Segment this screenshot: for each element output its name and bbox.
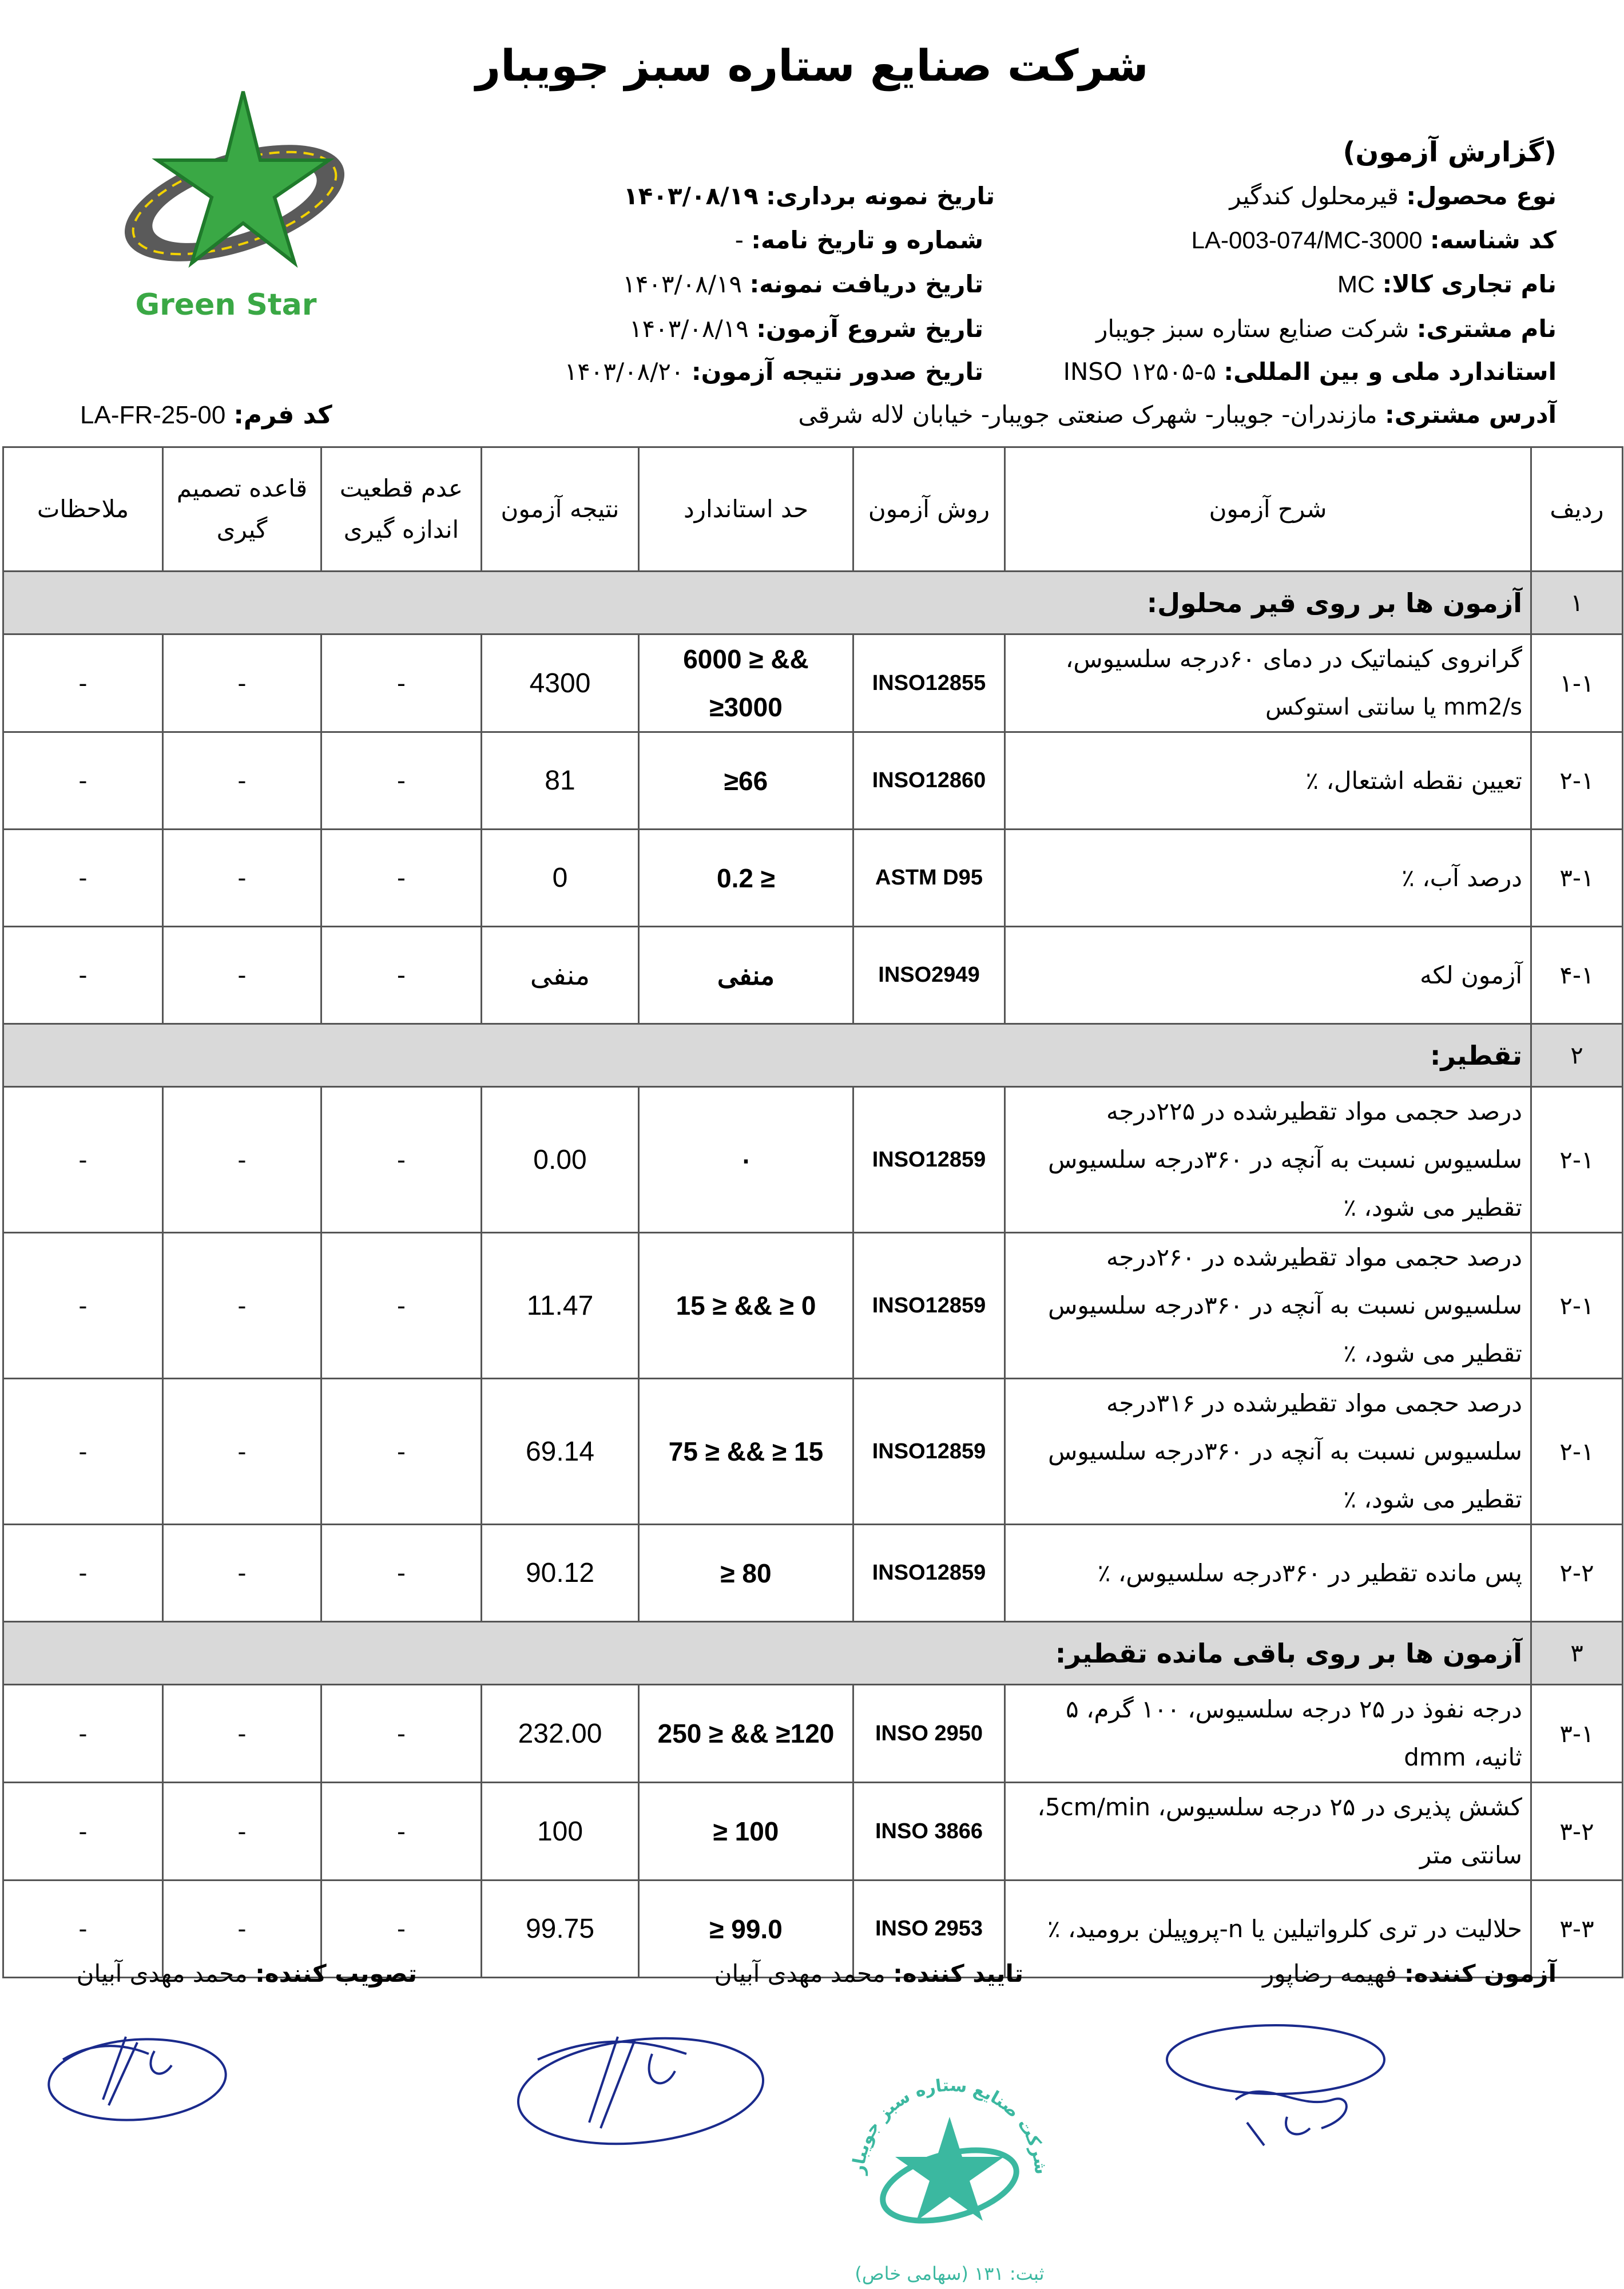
- row-number: ۳-۲: [1531, 1783, 1623, 1881]
- notes: -: [3, 1525, 163, 1622]
- header-result: نتیجه آزمون: [482, 447, 639, 572]
- row-number: ۳-۱: [1531, 1685, 1623, 1783]
- report-title: (گزارش آزمون): [1343, 136, 1557, 168]
- test-description-text: درصد حجمی مواد تقطیرشده در ۲۲۵درجه سلسیوس نسبت به آنچه در ۳۶۰درجه سلسیوس تقطیر می شود، ٪: [1048, 1097, 1522, 1221]
- test-method: INSO12859: [853, 1379, 1005, 1525]
- test-method: ASTM D95: [853, 830, 1005, 927]
- header-uncertainty: عدم قطعیت اندازه گیری: [321, 447, 482, 572]
- decision-rule: -: [163, 1685, 321, 1783]
- table-row: [3, 1525, 1623, 1622]
- test-description: [1005, 634, 1531, 732]
- decision-rule: -: [163, 1525, 321, 1622]
- header-standard-limit: حد استاندارد: [639, 447, 853, 572]
- decision-rule: -: [163, 927, 321, 1024]
- standard-limit: منفی: [639, 927, 853, 1024]
- table-row: [3, 1379, 1623, 1525]
- test-description: [1005, 1525, 1531, 1622]
- test-description: [1005, 1233, 1531, 1379]
- standard-limit: ≥ 100: [639, 1783, 853, 1881]
- row-number: ۲-۱: [1531, 1233, 1623, 1379]
- row-number: ۱-۱: [1531, 634, 1623, 732]
- form-code: کد فرم: LA-FR-25-00: [80, 400, 332, 430]
- section-row: [3, 572, 1623, 634]
- test-description-text: پس مانده تقطیر در ۳۶۰درجه سلسیوس، ٪: [1097, 1558, 1522, 1587]
- test-method: INSO 2953: [853, 1881, 1005, 1978]
- table-row: [3, 634, 1623, 732]
- standard-limit: ≥ 80: [639, 1525, 853, 1622]
- section-number: ۱: [1531, 572, 1623, 634]
- row-number: ۳-۳: [1531, 1881, 1623, 1978]
- test-description: [1005, 927, 1531, 1024]
- tester-signature-label: آزمون کننده: فهیمه رضاپور: [1262, 1959, 1557, 1987]
- svg-text:(سهامی خاص) ثبت: ۱۳۱: (سهامی خاص) ثبت: ۱۳۱: [855, 2263, 1045, 2284]
- uncertainty: -: [321, 1233, 482, 1379]
- notes: -: [3, 830, 163, 927]
- row-number: ۲-۱: [1531, 1087, 1623, 1233]
- decision-rule: -: [163, 1783, 321, 1881]
- field-letter-no: شماره و تاریخ نامه: -: [734, 226, 983, 254]
- notes: -: [3, 732, 163, 830]
- header-decision-rule: قاعده تصمیم گیری: [163, 447, 321, 572]
- notes: -: [3, 1379, 163, 1525]
- uncertainty: -: [321, 1783, 482, 1881]
- decision-rule: -: [163, 634, 321, 732]
- field-customer-name: نام مشتری: شرکت صنایع ستاره سبز جویبار: [1096, 315, 1557, 343]
- decision-rule: -: [163, 1087, 321, 1233]
- test-method: INSO12855: [853, 634, 1005, 732]
- table-row: [3, 1087, 1623, 1233]
- table-row: [3, 1233, 1623, 1379]
- test-method: INSO2949: [853, 927, 1005, 1024]
- field-brand-name: نام تجاری کالا: MC: [1337, 270, 1557, 298]
- standard-limit: 250 ≥ && ≥120: [639, 1685, 853, 1783]
- test-description-text: درصد حجمی مواد تقطیرشده در ۳۱۶درجه سلسیوس نسبت به آنچه در ۳۶۰درجه سلسیوس تقطیر می شود، ٪: [1048, 1389, 1522, 1513]
- test-result: 90.12: [482, 1525, 639, 1622]
- verifier-signature: [503, 2014, 778, 2157]
- logo-text: Green Star: [135, 288, 317, 320]
- test-description-text: تعیین نقطه اشتعال، ٪: [1305, 766, 1522, 795]
- section-number: ۲: [1531, 1024, 1623, 1087]
- test-description-unit: mm2/s یا سانتی استوکس: [1265, 694, 1522, 720]
- test-description-text: گرانروی کینماتیک در دمای ۶۰درجه سلسیوس،: [1065, 645, 1522, 673]
- uncertainty: -: [321, 1087, 482, 1233]
- approver-signature: [40, 2020, 246, 2134]
- uncertainty: -: [321, 1525, 482, 1622]
- test-method: INSO12859: [853, 1233, 1005, 1379]
- field-product-type: نوع محصول: قیرمحلول کندگیر: [1229, 182, 1557, 210]
- svg-text:شرکت صنایع ستاره سبز جویبار: شرکت صنایع ستاره سبز جویبار: [848, 2075, 1051, 2176]
- results-table: [2, 446, 1623, 1978]
- row-number: ۲-۱: [1531, 732, 1623, 830]
- field-customer-address: آدرس مشتری: مازندران- جویبار- شهرک صنعتی جویبار- خیابان لاله شرقی: [798, 400, 1557, 429]
- header-method: روش آزمون: [853, 447, 1005, 572]
- decision-rule: -: [163, 1233, 321, 1379]
- section-row: [3, 1622, 1623, 1685]
- uncertainty: -: [321, 634, 482, 732]
- standard-limit: ۰: [639, 1087, 853, 1233]
- test-description-text: درصد آب، ٪: [1401, 863, 1522, 892]
- standard-limit: 15 ≥ && ≥ 0: [639, 1233, 853, 1379]
- test-result: 100: [482, 1783, 639, 1881]
- uncertainty: -: [321, 732, 482, 830]
- row-number: ۲-۲: [1531, 1525, 1623, 1622]
- test-method: INSO 3866: [853, 1783, 1005, 1881]
- uncertainty: -: [321, 830, 482, 927]
- decision-rule: -: [163, 830, 321, 927]
- green-star-logo: [106, 80, 380, 320]
- test-result: 11.47: [482, 1233, 639, 1379]
- notes: -: [3, 1087, 163, 1233]
- standard-limit: 75 ≥ && ≥ 15: [639, 1379, 853, 1525]
- standard-limit: 6000 ≥ && ≥3000: [639, 634, 853, 732]
- test-result: 0: [482, 830, 639, 927]
- test-description: [1005, 1685, 1531, 1783]
- test-description-text: درجه نفوذ در ۲۵ درجه سلسیوس، ۱۰۰ گرم، ۵ ثانیه، dmm: [1066, 1695, 1522, 1771]
- field-result-issue-date: تاریخ صدور نتیجه آزمون: ۱۴۰۳/۰۸/۲۰: [564, 358, 983, 386]
- test-description-text: حلالیت در تری کلرواتیلین یا n-پروپیلن بروميد، ٪: [1047, 1914, 1522, 1943]
- table-header-row: [3, 447, 1623, 572]
- test-description-text: درصد حجمی مواد تقطیرشده در ۲۶۰درجه سلسیوس نسبت به آنچه در ۳۶۰درجه سلسیوس تقطیر می شود، ٪: [1048, 1243, 1522, 1367]
- decision-rule: -: [163, 732, 321, 830]
- uncertainty: -: [321, 927, 482, 1024]
- row-number: ۳-۱: [1531, 830, 1623, 927]
- test-description: [1005, 1087, 1531, 1233]
- notes: -: [3, 1233, 163, 1379]
- test-description: [1005, 1783, 1531, 1881]
- test-method: INSO 2950: [853, 1685, 1005, 1783]
- test-result: 99.75: [482, 1881, 639, 1978]
- test-result: 69.14: [482, 1379, 639, 1525]
- tester-signature: [1150, 2014, 1390, 2157]
- test-method: INSO12860: [853, 732, 1005, 830]
- test-result: منفی: [482, 927, 639, 1024]
- test-result: 0.00: [482, 1087, 639, 1233]
- field-standard: استاندارد ملی و بین المللی: INSO ۱۲۵۰۵-۵: [1063, 358, 1557, 386]
- field-id-code: کد شناسه: LA-003-074/MC-3000: [1191, 226, 1557, 254]
- uncertainty: -: [321, 1379, 482, 1525]
- test-description-text: کشش پذیری در ۲۵ درجه سلسیوس، 5cm/min، سانتی متر: [1037, 1793, 1522, 1869]
- field-sampling-date: تاریخ نمونه برداری: ۱۴۰۳/۰۸/۱۹: [624, 182, 995, 210]
- test-description-text: آزمون لکه: [1420, 961, 1522, 989]
- notes: -: [3, 1685, 163, 1783]
- table-row: [3, 1783, 1623, 1881]
- notes: -: [3, 1783, 163, 1881]
- field-test-start-date: تاریخ شروع آزمون: ۱۴۰۳/۰۸/۱۹: [629, 315, 983, 343]
- section-number: ۳: [1531, 1622, 1623, 1685]
- section-title: آزمون ها بر روی باقی مانده تقطیر:: [3, 1622, 1531, 1685]
- standard-limit: ≥66: [639, 732, 853, 830]
- row-number: ۲-۱: [1531, 1379, 1623, 1525]
- notes: -: [3, 927, 163, 1024]
- test-description: [1005, 1379, 1531, 1525]
- standard-limit: ≥ 99.0: [639, 1881, 853, 1978]
- decision-rule: -: [163, 1881, 321, 1978]
- uncertainty: -: [321, 1881, 482, 1978]
- section-title: تقطیر:: [3, 1024, 1531, 1087]
- header-rowno: ردیف: [1531, 447, 1623, 572]
- decision-rule: -: [163, 1379, 321, 1525]
- uncertainty: -: [321, 1685, 482, 1783]
- test-method: INSO12859: [853, 1525, 1005, 1622]
- header-description: شرح آزمون: [1005, 447, 1531, 572]
- standard-limit: 0.2 ≥: [639, 830, 853, 927]
- test-result: 232.00: [482, 1685, 639, 1783]
- test-description: [1005, 732, 1531, 830]
- table-row: [3, 927, 1623, 1024]
- section-row: [3, 1024, 1623, 1087]
- company-stamp: [824, 2054, 1075, 2288]
- table-row: [3, 732, 1623, 830]
- table-row: [3, 1685, 1623, 1783]
- test-method: INSO12859: [853, 1087, 1005, 1233]
- section-title: آزمون ها بر روی قیر محلول:: [3, 572, 1531, 634]
- test-result: 4300: [482, 634, 639, 732]
- company-title: شرکت صنایع ستاره سبز جویبار: [475, 40, 1149, 91]
- notes: -: [3, 634, 163, 732]
- row-number: ۴-۱: [1531, 927, 1623, 1024]
- header-notes: ملاحظات: [3, 447, 163, 572]
- table-row: [3, 830, 1623, 927]
- field-receive-date: تاریخ دریافت نمونه: ۱۴۰۳/۰۸/۱۹: [622, 270, 983, 298]
- test-result: 81: [482, 732, 639, 830]
- test-description: [1005, 830, 1531, 927]
- notes: -: [3, 1881, 163, 1978]
- approver-signature-label: تصویب کننده: محمد مهدی آبیان: [76, 1959, 417, 1987]
- verifier-signature-label: تایید کننده: محمد مهدی آبیان: [714, 1959, 1023, 1987]
